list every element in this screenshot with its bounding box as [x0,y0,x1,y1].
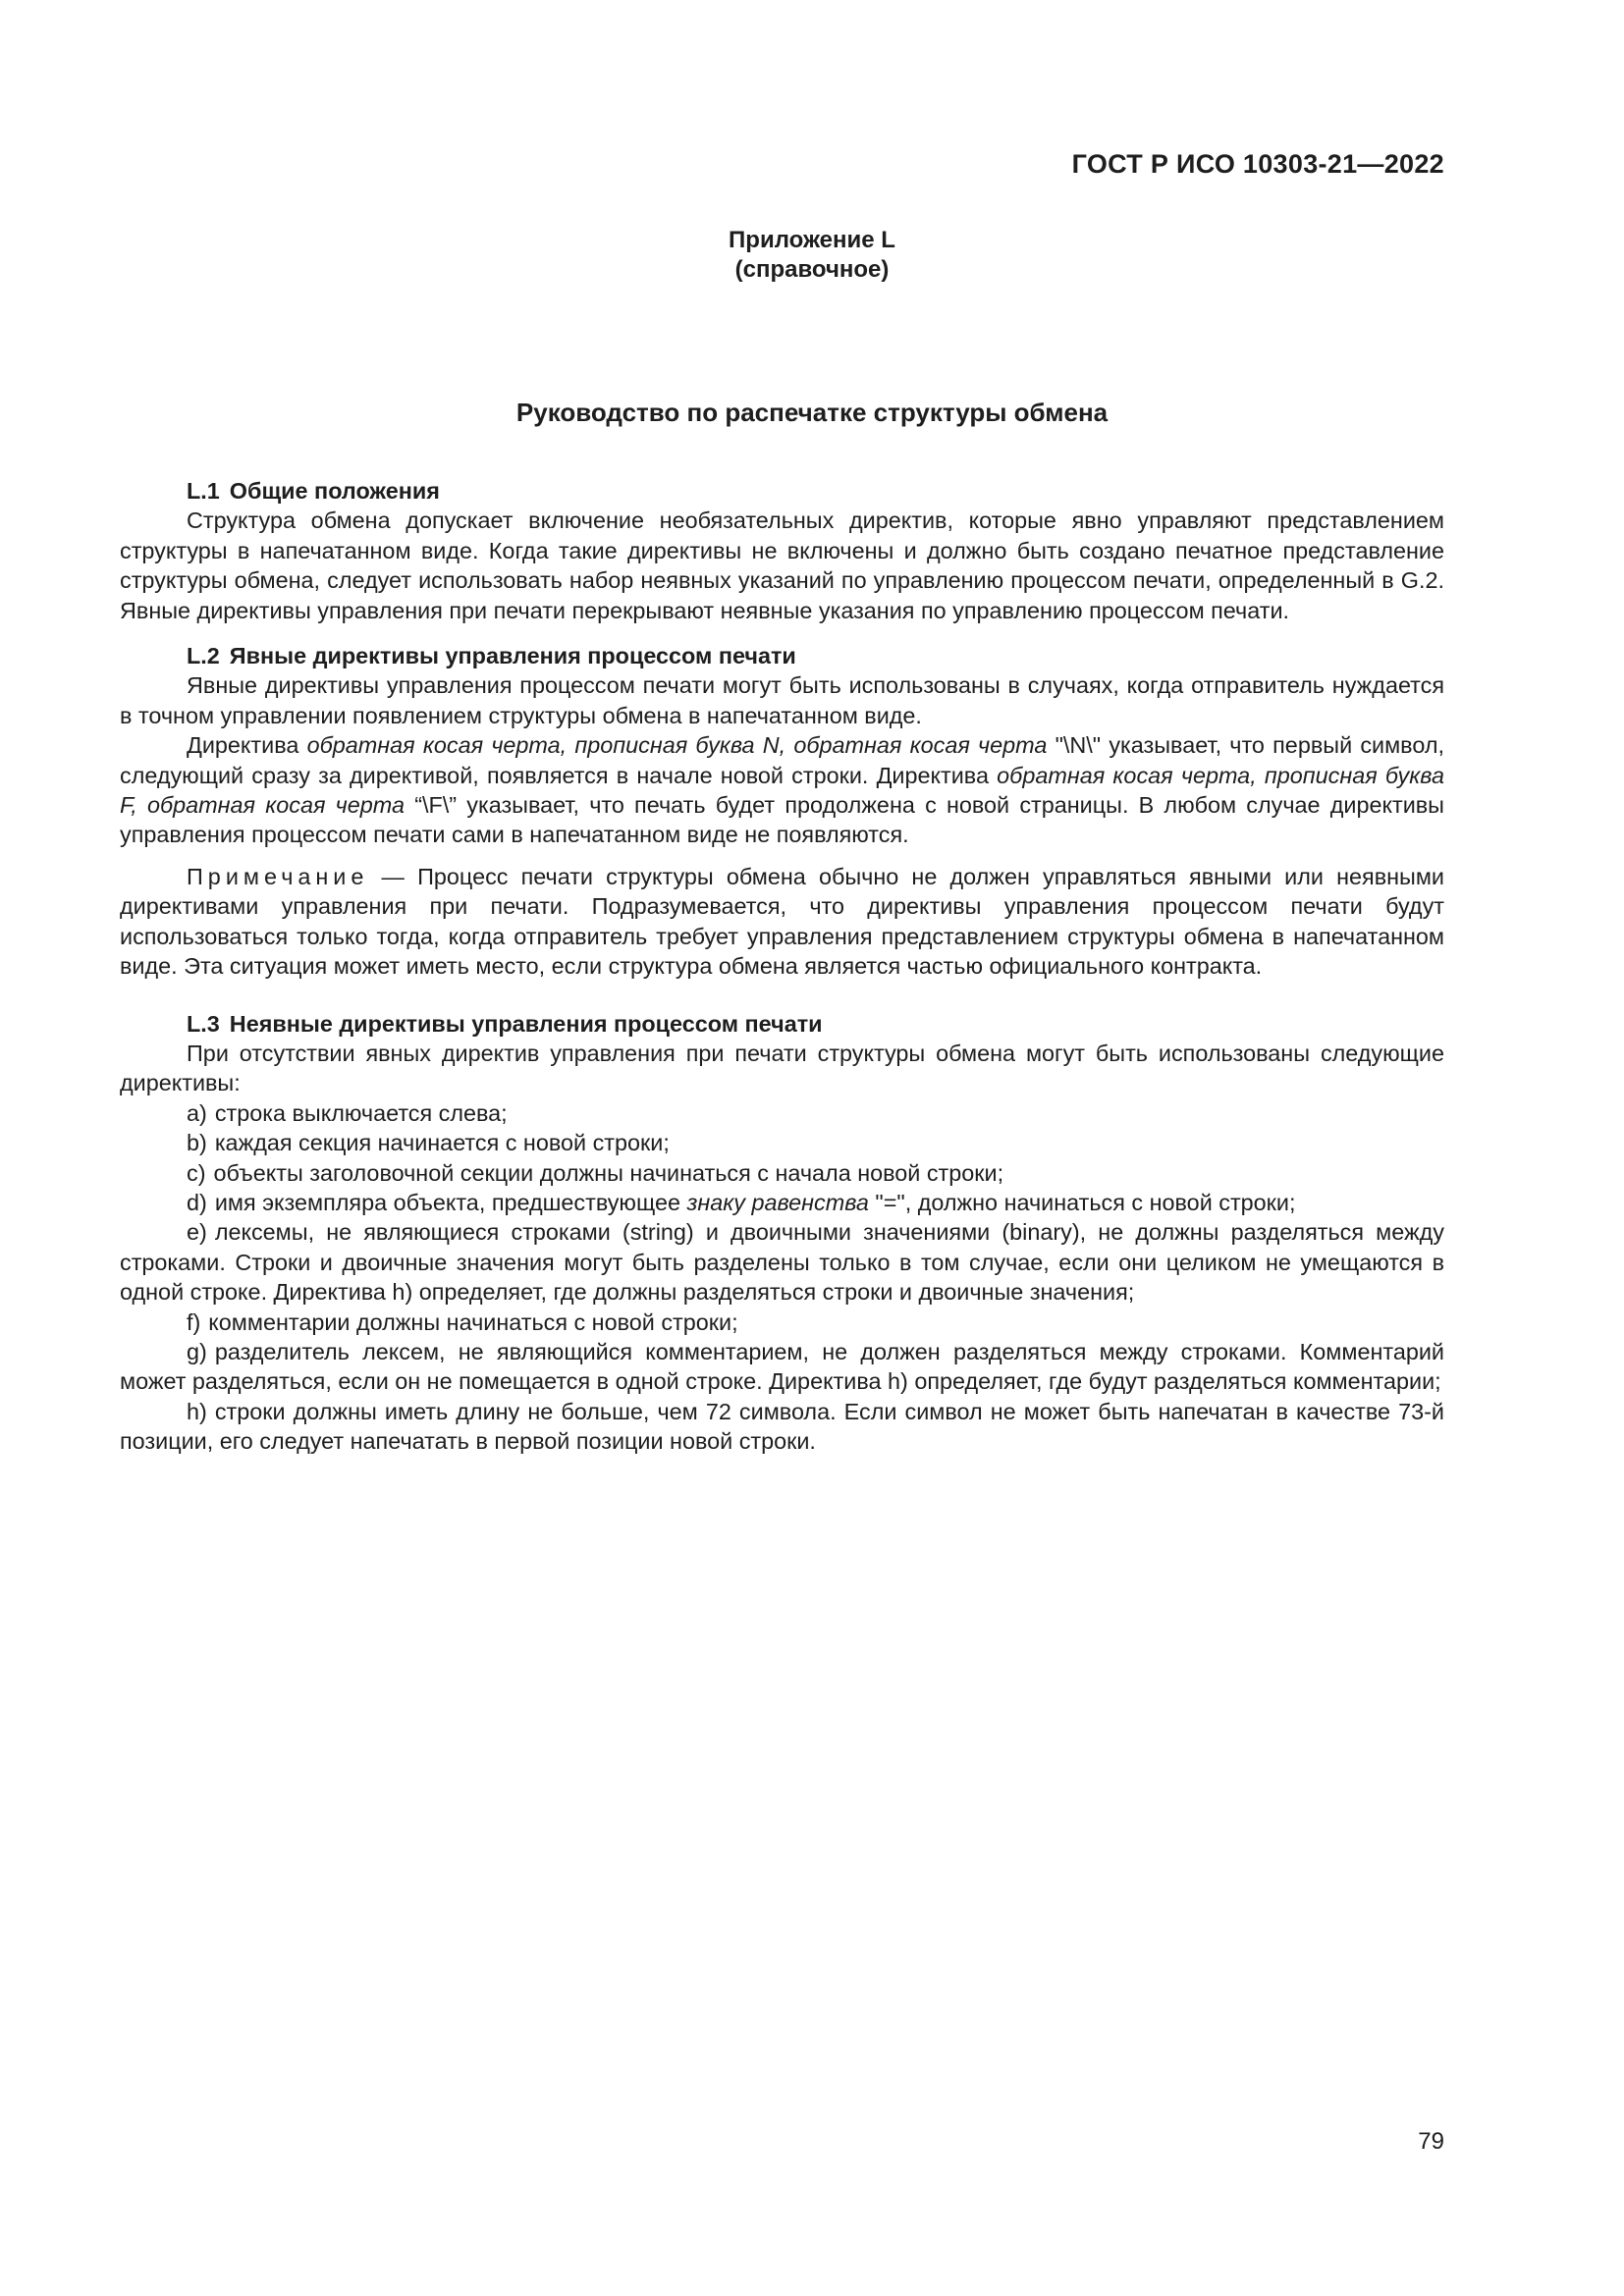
section-title: Неявные директивы управления процессом печати [229,1010,823,1037]
section-heading [120,641,1444,670]
list-item-text: лексемы, не являющиеся строками (string) и двоичными значениями (binary), не должны разделяться между строками. Строки и двоичные значения могут быть разделены только в том случае, если они целиком не умещаются в одной строке. Директива h) определяет, где должны разделяться строки и двоичные значения; [120,1219,1444,1306]
section-title: Общие положения [229,478,440,504]
list-item-text: каждая секция начинается с новой строки; [214,1130,670,1156]
list-item-label: f) [187,1308,201,1335]
list-item-label: g) [187,1338,207,1364]
note-text: — Процесс печати структуры обмена обычно не должен управляться явными или неявными директивами управления при печати. Подразумевается, что директивы управления процессом печати будут использоваться только тогда, когда отправитель требует управления представлением структуры обмена в напечатанном виде. Эта ситуация может иметь место, если структура обмена является частью официального контракта. [120,863,1444,980]
annex-status: (справочное) [734,256,890,283]
annex-title: Руководство по распечатке структуры обмена [515,398,1109,427]
italic-term: знаку равенства [686,1189,869,1215]
list-item-label: d) [187,1189,207,1215]
list-item-text: имя экземпляра объекта, предшествующее [214,1189,687,1215]
list-item [120,1158,1444,1188]
list-item-text: разделитель лексем, не являющийся комментарием, не должен разделяться между строками. Комментарий может разделяться, если он не помещается в одной строке. Директива h) определяет, где будут разделяться комментарии; [120,1338,1444,1395]
document-body [120,476,1444,1457]
list-item-text: строка выключается слева; [214,1099,508,1126]
list-item-label: a) [187,1099,207,1126]
text-run: "\N\" указывает, что первый символ, следующий сразу за директивой, появляется в начале новой строки. Директива [120,732,1444,788]
note [120,862,1444,982]
section-heading [120,476,1444,506]
paragraph [120,730,1444,850]
section-number: L.1 [187,478,220,504]
list-item [120,1128,1444,1157]
list-item-text: объекты заголовочной секции должны начинаться с начала новой строки; [213,1159,1004,1186]
annex-label: Приложение L [729,227,895,253]
section-number: L.2 [187,643,220,669]
list-item [120,1188,1444,1217]
list-item-label: h) [187,1398,207,1424]
section-title: Явные директивы управления процессом печати [229,643,796,669]
list-item-label: c) [187,1159,206,1186]
list-item-label: b) [187,1130,207,1156]
page-number: 79 [1418,2128,1444,2155]
list-item-text: "=", должно начинаться с новой строки; [868,1189,1296,1215]
annex-heading [0,226,1624,285]
list-item [120,1308,1444,1337]
list-item [120,1397,1444,1457]
list-item [120,1337,1444,1397]
text-run: Директива [187,732,307,759]
list-item-label: e) [187,1219,207,1246]
paragraph: Явные директивы управления процессом печати могут быть использованы в случаях, когда отправитель нуждается в точном управлении появлением структуры обмена в напечатанном виде. [120,672,1444,728]
list-item [120,1217,1444,1307]
list-item-text: комментарии должны начинаться с новой строки; [208,1308,738,1335]
list-item [120,1098,1444,1128]
paragraph: При отсутствии явных директив управления при печати структуры обмена могут быть использованы следующие директивы: [120,1040,1444,1096]
list-item-text: строки должны иметь длину не больше, чем 72 символа. Если символ не может быть напечатан в качестве 73-й позиции, его следует напечатать в первой позиции новой строки. [120,1398,1444,1455]
italic-term: обратная косая черта, прописная буква F, обратная косая черта [120,762,1444,819]
paragraph: Структура обмена допускает включение необязательных директив, которые явно управляют представлением структуры в напечатанном виде. Когда такие директивы не включены и должно быть создано печатное представление структуры обмена, следует использовать набор неявных указаний по управлению процессом печати, определенный в G.2. Явные директивы управления при печати перекрывают неявные указания по управлению процессом печати. [120,507,1444,623]
italic-term: обратная косая черта, прописная буква N, обратная косая черта [306,732,1048,759]
section-number: L.3 [187,1010,220,1037]
document-code: ГОСТ Р ИСО 10303-21—2022 [1071,149,1444,179]
text-run: “\F\” указывает, что печать будет продолжена с новой страницы. В любом случае директивы управления процессом печати сами в напечатанном виде не появляются. [120,792,1444,848]
note-label: Примечание [187,863,369,889]
section-heading [120,1009,1444,1039]
